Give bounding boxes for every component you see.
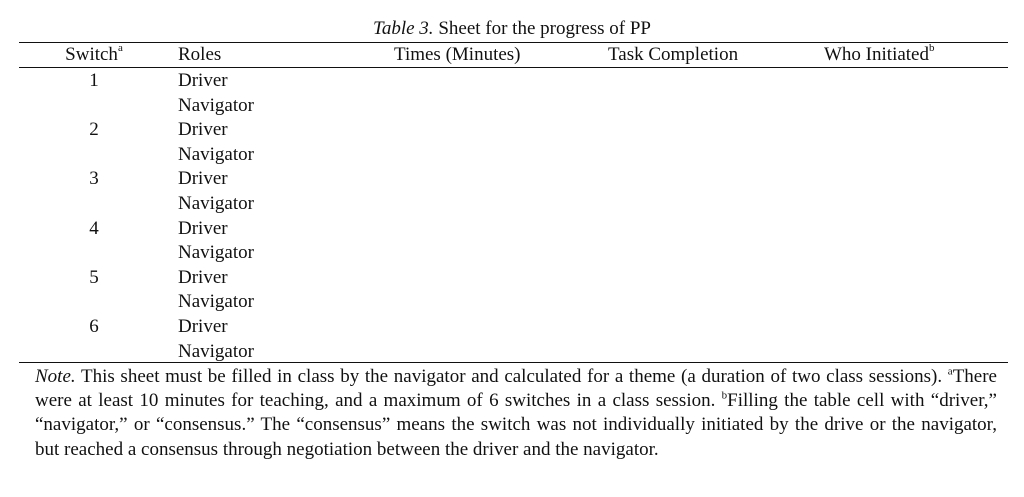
switch-number: 5 — [89, 266, 99, 288]
table-row-group — [0, 69, 1024, 118]
table-bottom-rule — [19, 362, 1008, 363]
table-caption — [0, 17, 1024, 41]
switch-number: 2 — [89, 119, 99, 141]
table-header-rule — [19, 67, 1008, 68]
note-label: Note. — [35, 366, 76, 387]
role-driver: Driver — [178, 70, 228, 91]
role-navigator: Navigator — [178, 242, 254, 264]
header-who-footnote-mark: b — [929, 41, 935, 54]
note-text-3: Filling the table cell with “driver,” “navigator,” or “consensus.” The “consensus” means the switch was not individually initiated by the drive or the navigator, but reached a consensus through negotiation between the driver and the navigator. — [35, 390, 997, 460]
header-who-initiated-label: Who Initiated — [824, 44, 929, 65]
table-note — [35, 365, 997, 462]
table-body — [0, 69, 1024, 364]
switch-number: 1 — [89, 70, 99, 91]
header-roles: Roles — [178, 44, 222, 65]
note-text-1: This sheet must be filled in class by the navigator and calculated for a theme (a duration of two class sessions). — [75, 366, 948, 387]
role-navigator: Navigator — [178, 143, 254, 165]
role-driver: Driver — [178, 119, 228, 141]
table-row-group — [0, 167, 1024, 216]
header-who-initiated — [824, 43, 935, 67]
header-switch-footnote-mark: a — [117, 41, 123, 54]
table-caption-label: Table 3. — [373, 18, 434, 39]
role-navigator: Navigator — [178, 94, 254, 116]
role-driver: Driver — [178, 217, 228, 239]
role-driver: Driver — [178, 168, 228, 190]
note-footnote-mark-a: a — [947, 365, 953, 378]
role-driver: Driver — [178, 266, 228, 288]
role-driver: Driver — [178, 315, 228, 337]
table-row-group — [0, 217, 1024, 266]
table-row-group — [0, 315, 1024, 364]
switch-number: 3 — [89, 168, 99, 190]
role-navigator: Navigator — [178, 192, 254, 214]
header-task-completion: Task Completion — [608, 44, 739, 65]
role-navigator: Navigator — [178, 340, 254, 362]
switch-number: 6 — [89, 315, 99, 337]
table-row-group — [0, 118, 1024, 167]
table-row-group — [0, 266, 1024, 315]
note-footnote-mark-b: b — [721, 389, 728, 402]
header-switch-label: Switch — [65, 44, 118, 65]
header-switch — [48, 43, 140, 67]
note-text-2: There were at least 10 minutes for teaching, and a maximum of 6 switches in a class session. — [35, 366, 997, 412]
table-caption-text: Sheet for the progress of PP — [433, 18, 651, 39]
role-navigator: Navigator — [178, 291, 254, 313]
switch-number: 4 — [89, 217, 99, 239]
header-times: Times (Minutes) — [394, 44, 521, 65]
